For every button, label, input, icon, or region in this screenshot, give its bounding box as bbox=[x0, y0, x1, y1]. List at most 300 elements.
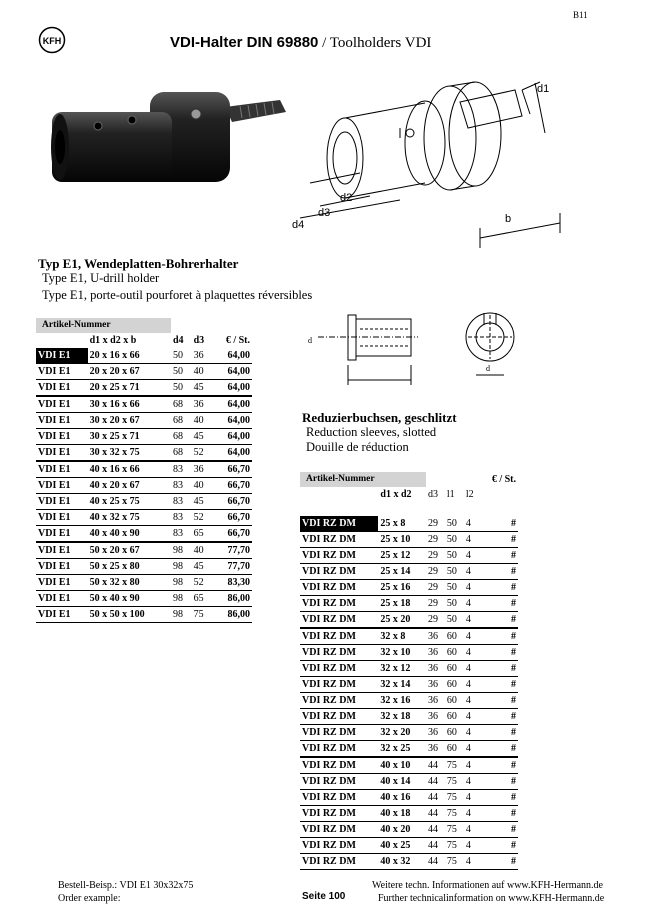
article-code: VDI RZ DM bbox=[300, 628, 378, 645]
d3-value: 52 bbox=[192, 575, 213, 591]
table-row bbox=[300, 757, 518, 774]
d4-value: 83 bbox=[171, 494, 192, 510]
dim-b: 66 bbox=[129, 464, 140, 475]
d3-value: 29 bbox=[426, 548, 445, 564]
article-code: VDI RZ DM bbox=[300, 661, 378, 677]
article-code: VDI E1 bbox=[36, 461, 88, 478]
table-row bbox=[36, 461, 252, 478]
table-row bbox=[36, 591, 252, 607]
order-example-de: Bestell-Beisp.: VDI E1 30x32x75 bbox=[58, 880, 194, 891]
price-value: 66,70 bbox=[212, 494, 252, 510]
d4-value: 68 bbox=[171, 396, 192, 413]
price-value: # bbox=[480, 580, 518, 596]
dimensions: 50 x 32 x 80 bbox=[88, 575, 171, 591]
label-d2: d2 bbox=[340, 192, 353, 204]
l1-value: 60 bbox=[445, 645, 464, 661]
d3-value: 40 bbox=[192, 364, 213, 380]
d3-value: 36 bbox=[426, 677, 445, 693]
dim-d1: 30 bbox=[89, 399, 100, 410]
l1-value: 75 bbox=[445, 822, 464, 838]
dimensions: 32 x 18 bbox=[378, 709, 426, 725]
price-value: 64,00 bbox=[212, 413, 252, 429]
price-value: 77,70 bbox=[212, 542, 252, 559]
dim-b: 71 bbox=[129, 382, 140, 393]
table-row bbox=[36, 575, 252, 591]
dimensions: 40 x 18 bbox=[378, 806, 426, 822]
l1-value: 60 bbox=[445, 661, 464, 677]
table1-col-dims: d1 x d2 x b bbox=[89, 335, 137, 346]
dimensions: 25 x 12 bbox=[378, 548, 426, 564]
table-row bbox=[300, 725, 518, 741]
l1-value: 75 bbox=[445, 838, 464, 854]
price-value: # bbox=[480, 838, 518, 854]
price-value: # bbox=[480, 596, 518, 612]
kfh-logo bbox=[38, 26, 66, 54]
d3-value: 36 bbox=[426, 709, 445, 725]
dim-d1: 32 bbox=[380, 647, 391, 658]
table2-col-dims: d1 x d2 bbox=[380, 489, 412, 500]
dimensions: 32 x 16 bbox=[378, 693, 426, 709]
label-d1: d1 bbox=[537, 83, 550, 95]
price-value: 86,00 bbox=[212, 591, 252, 607]
dim-d1: 25 bbox=[380, 582, 391, 593]
dim-d2: 25 bbox=[109, 382, 120, 393]
article-code: VDI RZ DM bbox=[300, 645, 378, 661]
svg-text:d: d bbox=[308, 336, 312, 345]
l2-value: 4 bbox=[464, 564, 480, 580]
price-value: 66,70 bbox=[212, 526, 252, 543]
dim-b: 67 bbox=[129, 366, 140, 377]
label-d3: d3 bbox=[318, 207, 331, 219]
article-code: VDI E1 bbox=[36, 510, 88, 526]
dim-d2: 16 bbox=[400, 792, 411, 803]
l1-value: 50 bbox=[445, 596, 464, 612]
price-value: # bbox=[480, 661, 518, 677]
table-row bbox=[36, 494, 252, 510]
d3-value: 65 bbox=[192, 526, 213, 543]
article-code: VDI E1 bbox=[36, 348, 88, 364]
table-row bbox=[36, 429, 252, 445]
dim-d1: 40 bbox=[380, 856, 391, 867]
table-row bbox=[300, 516, 518, 532]
dimensions: 25 x 14 bbox=[378, 564, 426, 580]
dim-d2: 16 bbox=[109, 464, 120, 475]
l1-value: 50 bbox=[445, 564, 464, 580]
dimensions: 32 x 20 bbox=[378, 725, 426, 741]
article-code: VDI RZ DM bbox=[300, 516, 378, 532]
table-row bbox=[36, 413, 252, 429]
dimensions: 50 x 20 x 67 bbox=[88, 542, 171, 559]
l1-value: 50 bbox=[445, 548, 464, 564]
article-code: VDI E1 bbox=[36, 494, 88, 510]
l1-value: 60 bbox=[445, 725, 464, 741]
dim-d1: 32 bbox=[380, 663, 391, 674]
page-title bbox=[170, 34, 431, 52]
dimensions: 40 x 25 x 75 bbox=[88, 494, 171, 510]
table-row bbox=[300, 596, 518, 612]
dim-d2: 32 bbox=[109, 512, 120, 523]
article-code: VDI RZ DM bbox=[300, 532, 378, 548]
dim-d1: 50 bbox=[89, 545, 100, 556]
dim-d2: 14 bbox=[400, 679, 411, 690]
dimensions: 32 x 12 bbox=[378, 661, 426, 677]
dim-b: 90 bbox=[129, 593, 140, 604]
dim-d1: 40 bbox=[89, 528, 100, 539]
section1-french: Type E1, porte-outil pourforet à plaquettes réversibles bbox=[42, 288, 313, 302]
l1-value: 60 bbox=[445, 628, 464, 645]
dim-d1: 25 bbox=[380, 566, 391, 577]
table2-col-price: € / St. bbox=[491, 474, 516, 485]
l2-value: 4 bbox=[464, 628, 480, 645]
dim-d2: 20 bbox=[109, 366, 120, 377]
title-english: Toolholders VDI bbox=[329, 35, 432, 51]
dimensions: 20 x 16 x 66 bbox=[88, 348, 171, 364]
article-code: VDI E1 bbox=[36, 526, 88, 543]
l2-value: 4 bbox=[464, 677, 480, 693]
dim-d2: 14 bbox=[400, 566, 411, 577]
dim-d1: 32 bbox=[380, 679, 391, 690]
dim-d1: 25 bbox=[380, 598, 391, 609]
section2-french: Douille de réduction bbox=[306, 440, 409, 454]
price-value: 66,70 bbox=[212, 461, 252, 478]
dim-d1: 50 bbox=[89, 561, 100, 572]
dimensions: 40 x 14 bbox=[378, 774, 426, 790]
dim-b: 75 bbox=[129, 447, 140, 458]
price-value: 77,70 bbox=[212, 559, 252, 575]
l1-value: 60 bbox=[445, 677, 464, 693]
dim-b: 75 bbox=[129, 496, 140, 507]
dimensions: 50 x 25 x 80 bbox=[88, 559, 171, 575]
d3-value: 40 bbox=[192, 542, 213, 559]
dim-d2: 25 bbox=[109, 431, 120, 442]
dimensions: 20 x 25 x 71 bbox=[88, 380, 171, 397]
price-value: # bbox=[480, 774, 518, 790]
price-value: # bbox=[480, 693, 518, 709]
dim-d1: 40 bbox=[380, 840, 391, 851]
svg-text:KFH: KFH bbox=[42, 36, 62, 46]
dimensions: 40 x 10 bbox=[378, 757, 426, 774]
dimensions: 40 x 40 x 90 bbox=[88, 526, 171, 543]
dim-d1: 20 bbox=[89, 366, 100, 377]
d3-value: 44 bbox=[426, 757, 445, 774]
article-code: VDI RZ DM bbox=[300, 612, 378, 629]
table-row bbox=[300, 822, 518, 838]
d3-value: 36 bbox=[192, 348, 213, 364]
table2-col-l2: l2 bbox=[465, 489, 474, 500]
dim-d1: 40 bbox=[380, 776, 391, 787]
price-value: 66,70 bbox=[212, 510, 252, 526]
article-code: VDI E1 bbox=[36, 413, 88, 429]
l2-value: 4 bbox=[464, 709, 480, 725]
l1-value: 50 bbox=[445, 516, 464, 532]
price-value: # bbox=[480, 806, 518, 822]
d3-value: 44 bbox=[426, 806, 445, 822]
title-bold: VDI-Halter DIN 69880 bbox=[170, 34, 319, 51]
table-row bbox=[36, 348, 252, 364]
table-type-e1 bbox=[36, 318, 252, 623]
l1-value: 75 bbox=[445, 757, 464, 774]
d4-value: 83 bbox=[171, 461, 192, 478]
d4-value: 98 bbox=[171, 559, 192, 575]
dim-d2: 25 bbox=[400, 743, 411, 754]
dim-b: 71 bbox=[129, 431, 140, 442]
d3-value: 44 bbox=[426, 822, 445, 838]
dim-d2: 10 bbox=[400, 647, 411, 658]
d3-value: 45 bbox=[192, 380, 213, 397]
dim-d1: 40 bbox=[380, 792, 391, 803]
table-row bbox=[300, 628, 518, 645]
dim-d2: 10 bbox=[400, 534, 411, 545]
dimensions: 30 x 25 x 71 bbox=[88, 429, 171, 445]
l2-value: 4 bbox=[464, 516, 480, 532]
info-de: Weitere techn. Informationen auf www.KFH-Hermann.de bbox=[372, 880, 603, 891]
table-row bbox=[36, 607, 252, 623]
l2-value: 4 bbox=[464, 822, 480, 838]
section1-english: Type E1, U-drill holder bbox=[42, 271, 160, 285]
price-value: 64,00 bbox=[212, 348, 252, 364]
dim-d1: 20 bbox=[89, 350, 100, 361]
price-value: # bbox=[480, 790, 518, 806]
page-code: B11 bbox=[573, 10, 588, 20]
dimensions: 40 x 32 x 75 bbox=[88, 510, 171, 526]
article-code: VDI E1 bbox=[36, 429, 88, 445]
price-value: # bbox=[480, 612, 518, 629]
dim-d1: 32 bbox=[380, 727, 391, 738]
price-value: # bbox=[480, 516, 518, 532]
price-value: 64,00 bbox=[212, 396, 252, 413]
dim-d1: 40 bbox=[380, 824, 391, 835]
article-code: VDI E1 bbox=[36, 478, 88, 494]
dimensions: 40 x 20 bbox=[378, 822, 426, 838]
dimensions: 32 x 10 bbox=[378, 645, 426, 661]
table-row bbox=[36, 526, 252, 543]
table-row bbox=[36, 380, 252, 397]
article-code: VDI RZ DM bbox=[300, 725, 378, 741]
dim-d1: 50 bbox=[89, 593, 100, 604]
dim-d1: 40 bbox=[89, 496, 100, 507]
dimensions: 40 x 32 bbox=[378, 854, 426, 870]
sleeve-drawing bbox=[298, 305, 528, 395]
d3-value: 65 bbox=[192, 591, 213, 607]
dim-b: 66 bbox=[129, 350, 140, 361]
d3-value: 40 bbox=[192, 478, 213, 494]
d3-value: 36 bbox=[426, 628, 445, 645]
d3-value: 44 bbox=[426, 838, 445, 854]
l1-value: 50 bbox=[445, 612, 464, 629]
dim-d2: 12 bbox=[400, 663, 411, 674]
article-code: VDI E1 bbox=[36, 396, 88, 413]
dimensions: 40 x 25 bbox=[378, 838, 426, 854]
l2-value: 4 bbox=[464, 580, 480, 596]
table-row bbox=[36, 396, 252, 413]
article-code: VDI RZ DM bbox=[300, 564, 378, 580]
table2-col-d3: d3 bbox=[427, 489, 438, 500]
dim-d1: 30 bbox=[89, 415, 100, 426]
table-row bbox=[300, 612, 518, 629]
price-value: 83,30 bbox=[212, 575, 252, 591]
dimensions: 32 x 25 bbox=[378, 741, 426, 758]
d4-value: 50 bbox=[171, 348, 192, 364]
table1-col-d4: d4 bbox=[173, 335, 184, 346]
dim-d1: 20 bbox=[89, 382, 100, 393]
article-code: VDI E1 bbox=[36, 380, 88, 397]
article-code: VDI E1 bbox=[36, 591, 88, 607]
d3-value: 36 bbox=[192, 396, 213, 413]
table-row bbox=[300, 854, 518, 870]
price-value: # bbox=[480, 548, 518, 564]
dim-d2: 16 bbox=[109, 399, 120, 410]
dim-d2: 10 bbox=[400, 760, 411, 771]
dim-d1: 32 bbox=[380, 743, 391, 754]
table1-band: Artikel-Nummer bbox=[36, 318, 171, 333]
dimensions: 25 x 18 bbox=[378, 596, 426, 612]
table-row bbox=[300, 741, 518, 758]
l1-value: 50 bbox=[445, 532, 464, 548]
dim-d2: 20 bbox=[109, 545, 120, 556]
price-value: # bbox=[480, 645, 518, 661]
d3-value: 45 bbox=[192, 429, 213, 445]
dim-d1: 40 bbox=[89, 480, 100, 491]
dim-d2: 12 bbox=[400, 550, 411, 561]
l2-value: 4 bbox=[464, 645, 480, 661]
dim-d1: 32 bbox=[380, 631, 391, 642]
dim-b: 75 bbox=[129, 512, 140, 523]
technical-drawing bbox=[292, 78, 570, 248]
dim-d2: 25 bbox=[109, 561, 120, 572]
price-value: 86,00 bbox=[212, 607, 252, 623]
dimensions: 25 x 16 bbox=[378, 580, 426, 596]
d3-value: 36 bbox=[192, 461, 213, 478]
d3-value: 44 bbox=[426, 854, 445, 870]
d3-value: 36 bbox=[426, 741, 445, 758]
article-code: VDI E1 bbox=[36, 542, 88, 559]
dim-d2: 25 bbox=[109, 496, 120, 507]
price-value: # bbox=[480, 741, 518, 758]
l2-value: 4 bbox=[464, 596, 480, 612]
title-separator: / bbox=[318, 35, 330, 51]
d4-value: 83 bbox=[171, 478, 192, 494]
l1-value: 75 bbox=[445, 790, 464, 806]
l1-value: 60 bbox=[445, 693, 464, 709]
d3-value: 52 bbox=[192, 510, 213, 526]
d3-value: 44 bbox=[426, 774, 445, 790]
dim-b: 67 bbox=[129, 545, 140, 556]
dimensions: 25 x 20 bbox=[378, 612, 426, 629]
article-code: VDI RZ DM bbox=[300, 693, 378, 709]
dim-b: 90 bbox=[129, 528, 140, 539]
article-code: VDI RZ DM bbox=[300, 822, 378, 838]
l2-value: 4 bbox=[464, 854, 480, 870]
price-value: # bbox=[480, 725, 518, 741]
price-value: # bbox=[480, 757, 518, 774]
table1-col-price: € / St. bbox=[225, 335, 250, 346]
d3-value: 52 bbox=[192, 445, 213, 462]
dim-d1: 30 bbox=[89, 447, 100, 458]
d3-value: 36 bbox=[426, 725, 445, 741]
table2-band: Artikel-Nummer bbox=[300, 472, 426, 487]
dim-d2: 18 bbox=[400, 808, 411, 819]
dim-b: 67 bbox=[129, 415, 140, 426]
d4-value: 98 bbox=[171, 542, 192, 559]
l2-value: 4 bbox=[464, 612, 480, 629]
dim-d2: 8 bbox=[400, 518, 406, 529]
dim-d2: 32 bbox=[109, 577, 120, 588]
dimensions: 40 x 20 x 67 bbox=[88, 478, 171, 494]
article-code: VDI RZ DM bbox=[300, 854, 378, 870]
article-code: VDI RZ DM bbox=[300, 774, 378, 790]
d4-value: 98 bbox=[171, 607, 192, 623]
dim-d1: 40 bbox=[89, 464, 100, 475]
d3-value: 45 bbox=[192, 494, 213, 510]
dim-d2: 14 bbox=[400, 776, 411, 787]
table-row bbox=[300, 806, 518, 822]
dim-b: 80 bbox=[129, 561, 140, 572]
dim-d1: 25 bbox=[380, 518, 391, 529]
l1-value: 50 bbox=[445, 580, 464, 596]
price-value: 64,00 bbox=[212, 364, 252, 380]
dim-d1: 25 bbox=[380, 614, 391, 625]
dim-d1: 25 bbox=[380, 534, 391, 545]
dim-d2: 20 bbox=[109, 480, 120, 491]
dimensions: 30 x 16 x 66 bbox=[88, 396, 171, 413]
d4-value: 83 bbox=[171, 526, 192, 543]
table-row bbox=[300, 532, 518, 548]
table-row bbox=[36, 542, 252, 559]
dim-d2: 16 bbox=[109, 350, 120, 361]
d4-value: 83 bbox=[171, 510, 192, 526]
table-row bbox=[36, 510, 252, 526]
d4-value: 68 bbox=[171, 445, 192, 462]
dim-d2: 20 bbox=[400, 727, 411, 738]
dim-d2: 8 bbox=[400, 631, 406, 642]
dim-b: 66 bbox=[129, 399, 140, 410]
price-value: # bbox=[480, 822, 518, 838]
price-value: # bbox=[480, 564, 518, 580]
dim-d2: 18 bbox=[400, 598, 411, 609]
table-reduction-sleeves bbox=[300, 472, 518, 870]
l1-value: 60 bbox=[445, 741, 464, 758]
dim-d2: 20 bbox=[400, 824, 411, 835]
dim-d2: 20 bbox=[109, 415, 120, 426]
d3-value: 29 bbox=[426, 596, 445, 612]
dim-d2: 18 bbox=[400, 711, 411, 722]
l2-value: 4 bbox=[464, 661, 480, 677]
article-code: VDI RZ DM bbox=[300, 757, 378, 774]
table-row bbox=[300, 645, 518, 661]
order-example-en: Order example: bbox=[58, 893, 121, 904]
l1-value: 75 bbox=[445, 806, 464, 822]
dimensions: 40 x 16 bbox=[378, 790, 426, 806]
d3-value: 29 bbox=[426, 612, 445, 629]
article-code: VDI E1 bbox=[36, 575, 88, 591]
d3-value: 45 bbox=[192, 559, 213, 575]
price-value: # bbox=[480, 854, 518, 870]
table-row bbox=[300, 774, 518, 790]
section1-title: Typ E1, Wendeplatten-Bohrerhalter bbox=[38, 256, 239, 271]
page-number: Seite 100 bbox=[302, 891, 346, 902]
table-row bbox=[300, 661, 518, 677]
price-value: # bbox=[480, 709, 518, 725]
dim-d1: 50 bbox=[89, 609, 100, 620]
d4-value: 50 bbox=[171, 380, 192, 397]
price-value: 64,00 bbox=[212, 445, 252, 462]
dimensions: 25 x 10 bbox=[378, 532, 426, 548]
dimensions: 32 x 8 bbox=[378, 628, 426, 645]
dim-d1: 25 bbox=[380, 550, 391, 561]
table-row bbox=[300, 548, 518, 564]
dim-b: 67 bbox=[129, 480, 140, 491]
dim-d1: 40 bbox=[89, 512, 100, 523]
